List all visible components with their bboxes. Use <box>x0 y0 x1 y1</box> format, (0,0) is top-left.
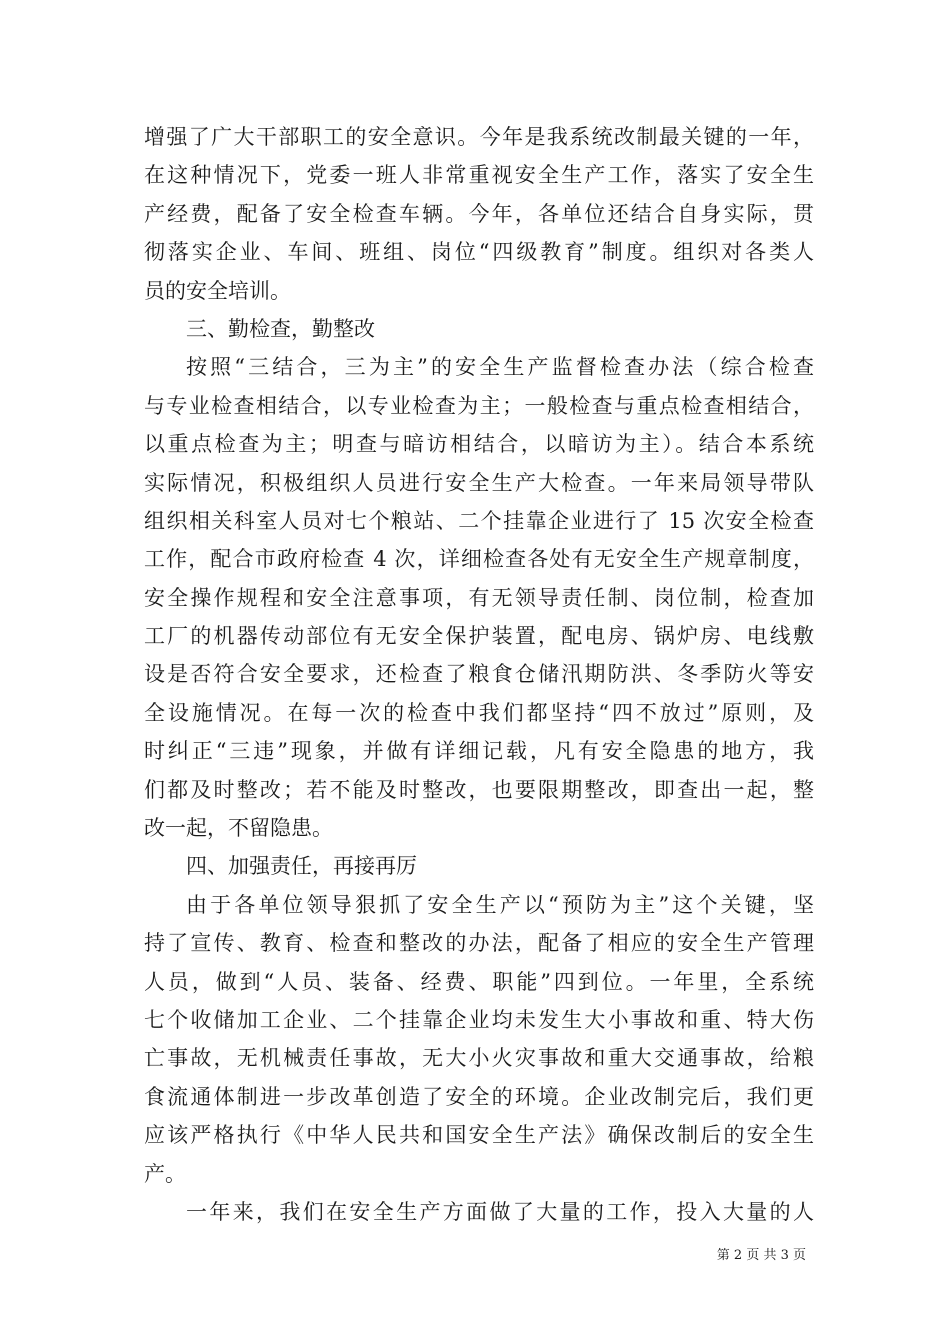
text-line: 应该严格执行《中华人民共和国安全生产法》确保改制后的安全生 <box>144 1123 814 1148</box>
text-line: 一年来，我们在安全生产方面做了大量的工作，投入大量的人 <box>186 1199 814 1224</box>
page-number: 第 2 页 共 3 页 <box>716 1248 806 1263</box>
text-line: 工厂的机器传动部位有无安全保护装置，配电房、锅炉房、电线敷 <box>144 624 814 649</box>
text-line: 持了宣传、教育、检查和整改的办法，配备了相应的安全生产管理 <box>144 931 814 956</box>
text-line: 增强了广大干部职工的安全意识。今年是我系统改制最关键的一年， <box>144 125 814 149</box>
text-line: 三、勤检查，勤整改 <box>186 316 375 341</box>
text-line: 们都及时整改；若不能及时整改，也要限期整改，即查出一起，整 <box>144 777 814 802</box>
text-line: 时纠正“三违”现象，并做有详细记载，凡有安全隐患的地方，我 <box>144 739 814 764</box>
text-line: 由于各单位领导狠抓了安全生产以“预防为主”这个关键，坚 <box>186 892 814 917</box>
text-line: 在这种情况下，党委一班人非常重视安全生产工作，落实了安全生 <box>144 163 814 188</box>
text-line: 按照“三结合，三为主”的安全生产监督检查办法（综合检查 <box>186 355 814 380</box>
text-line: 人员，做到“人员、装备、经费、职能”四到位。一年里，全系统 <box>144 969 814 994</box>
text-line: 安全操作规程和安全注意事项，有无领导责任制、岗位制，检查加 <box>144 585 814 610</box>
text-line: 彻落实企业、车间、班组、岗位“四级教育”制度。组织对各类人 <box>144 240 814 265</box>
document-body <box>144 118 814 1231</box>
text-line: 与专业检查相结合，以专业检查为主；一般检查与重点检查相结合， <box>144 393 814 418</box>
text-line: 以重点检查为主；明查与暗访相结合，以暗访为主）。结合本系统 <box>144 432 814 457</box>
text-line: 食流通体制进一步改革创造了安全的环境。企业改制完后，我们更 <box>144 1084 814 1109</box>
text-line: 员的安全培训。 <box>144 278 291 303</box>
text-line: 七个收储加工企业、二个挂靠企业均未发生大小事故和重、特大伤 <box>144 1007 814 1032</box>
text-line: 改一起，不留隐患。 <box>144 816 333 841</box>
text-line: 组织相关科室人员对七个粮站、二个挂靠企业进行了 15 次安全检查 <box>144 508 814 533</box>
text-line: 四、加强责任，再接再厉 <box>186 854 417 879</box>
text-line: 实际情况，积极组织人员进行安全生产大检查。一年来局领导带队 <box>144 470 814 495</box>
text-line: 设是否符合安全要求，还检查了粮食仓储汛期防洪、冬季防火等安 <box>144 662 814 687</box>
text-line: 全设施情况。在每一次的检查中我们都坚持“四不放过”原则，及 <box>144 700 814 725</box>
text-line: 亡事故，无机械责任事故，无大小火灾事故和重大交通事故，给粮 <box>144 1046 814 1071</box>
text-line: 工作，配合市政府检查 4 次，详细检查各处有无安全生产规章制度， <box>144 547 814 572</box>
text-line: 产。 <box>144 1161 186 1186</box>
text-line: 产经费，配备了安全检查车辆。今年，各单位还结合自身实际，贯 <box>144 201 814 226</box>
